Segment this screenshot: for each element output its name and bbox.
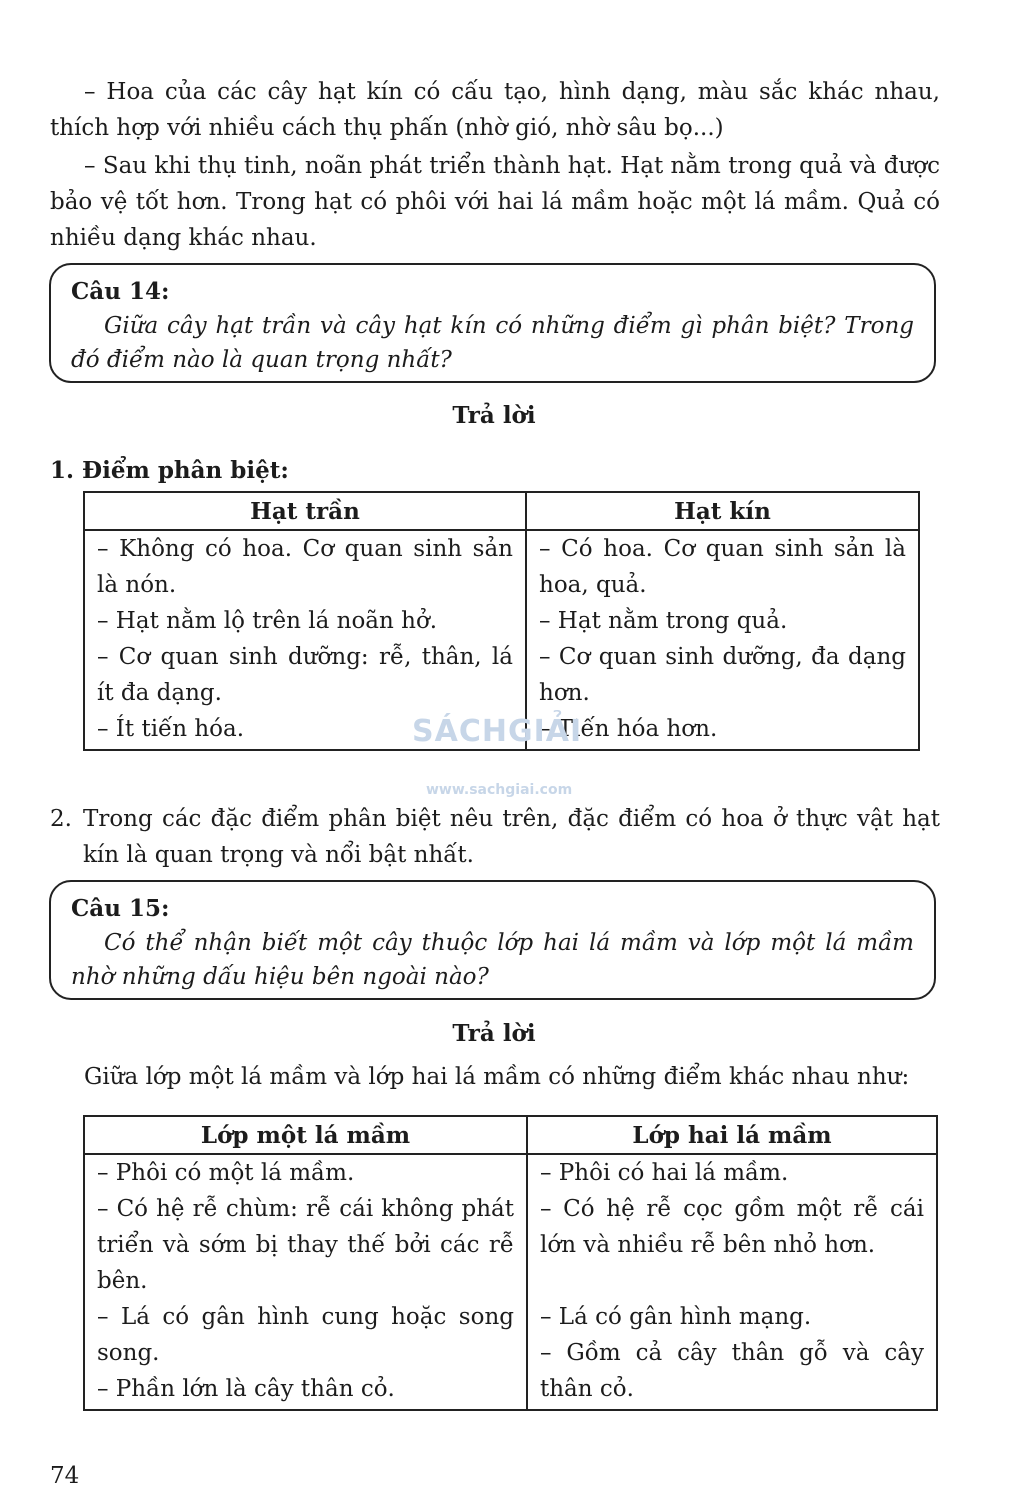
monocot-dicot-table — [83, 1115, 938, 1411]
angiosperm-cell — [526, 530, 919, 750]
question-15-text: Có thể nhận biết một cây thuộc lớp hai lá mầm và lớp một lá mầm nhờ những dấu hiệu bên ngoài nào? — [71, 930, 914, 990]
question-15-title: Câu 15: — [71, 895, 170, 922]
watermark-url: www.sachgiai.com — [426, 782, 573, 798]
table-header-row — [84, 1116, 937, 1154]
table-row — [84, 530, 919, 750]
table-header-row — [84, 492, 919, 530]
question-14-box — [49, 263, 936, 383]
list-item: – Gồm cả cây thân gỗ và cây thân cỏ. — [540, 1340, 924, 1402]
monocot-cell — [84, 1154, 527, 1410]
dicot-cell — [527, 1154, 937, 1410]
list-item: – Lá có gân hình mạng. — [540, 1304, 812, 1330]
header-angiosperm: Hạt kín — [526, 492, 919, 530]
list-item: – Hạt nằm lộ trên lá noãn hở. — [97, 608, 438, 634]
watermark-brand: SÁCHGIẢI — [412, 714, 583, 749]
list-item: – Có hoa. Cơ quan sinh sản là hoa, quả. — [539, 536, 906, 598]
header-gymnosperm: Hạt trần — [84, 492, 526, 530]
list-item: – Cơ quan sinh dưỡng, đa dạng hơn. — [539, 644, 906, 706]
answer-heading-15: Trả lời — [452, 1020, 536, 1047]
header-dicot: Lớp hai lá mầm — [527, 1116, 937, 1154]
gymnosperm-cell — [84, 530, 526, 750]
page-number: 74 — [50, 1463, 80, 1489]
intro-paragraph-seeds: – Sau khi thụ tinh, noãn phát triển thành hạt. Hạt nằm trong quả và được bảo vệ tốt hơn. Trong hạt có phôi với hai lá mầm hoặc một lá mầm. Quả có nhiều dạng khác nhau. — [50, 153, 940, 251]
list-item: – Cơ quan sinh dưỡng: rễ, thân, lá ít đa dạng. — [97, 644, 513, 706]
header-monocot: Lớp một lá mầm — [84, 1116, 527, 1154]
answer-item-2 — [50, 801, 940, 873]
question-15-box — [49, 880, 936, 1000]
list-item: – Phôi có hai lá mầm. — [540, 1160, 789, 1186]
question-14-text: Giữa cây hạt trần và cây hạt kín có những điểm gì phân biệt? Trong đó điểm nào là quan trọng nhất? — [71, 313, 914, 373]
gymnosperm-angiosperm-table — [83, 491, 920, 751]
list-item: – Phần lớn là cây thân cỏ. — [97, 1376, 395, 1402]
intro-paragraph-flowers: – Hoa của các cây hạt kín có cấu tạo, hình dạng, màu sắc khác nhau, thích hợp với nhiều cách thụ phấn (nhờ gió, nhờ sâu bọ...) — [50, 79, 940, 141]
list-item: – Lá có gân hình cung hoặc song song. — [97, 1304, 514, 1366]
table-row — [84, 1154, 937, 1410]
list-item: – Ít tiến hóa. — [97, 716, 245, 742]
list-item: – Hạt nằm trong quả. — [539, 608, 788, 634]
list-item: – Có hệ rễ cọc gồm một rễ cái lớn và nhiều rễ bên nhỏ hơn. — [540, 1196, 924, 1258]
section-distinguishing-points: 1. Điểm phân biệt: — [50, 457, 289, 484]
answer-heading-14: Trả lời — [452, 402, 536, 429]
item-text: Trong các đặc điểm phân biệt nêu trên, đặc điểm có hoa ở thực vật hạt kín là quan trọng và nổi bật nhất. — [83, 806, 940, 868]
answer-15-intro: Giữa lớp một lá mầm và lớp hai lá mầm có những điểm khác nhau như: — [84, 1064, 910, 1090]
item-number: 2. — [50, 806, 72, 832]
list-item: – Phôi có một lá mầm. — [97, 1160, 355, 1186]
question-14-title: Câu 14: — [71, 278, 170, 305]
list-item: – Không có hoa. Cơ quan sinh sản là nón. — [97, 536, 513, 598]
list-item: – Có hệ rễ chùm: rễ cái không phát triển và sớm bị thay thế bởi các rễ bên. — [97, 1196, 514, 1294]
list-item: – Tiến hóa hơn. — [539, 716, 718, 742]
